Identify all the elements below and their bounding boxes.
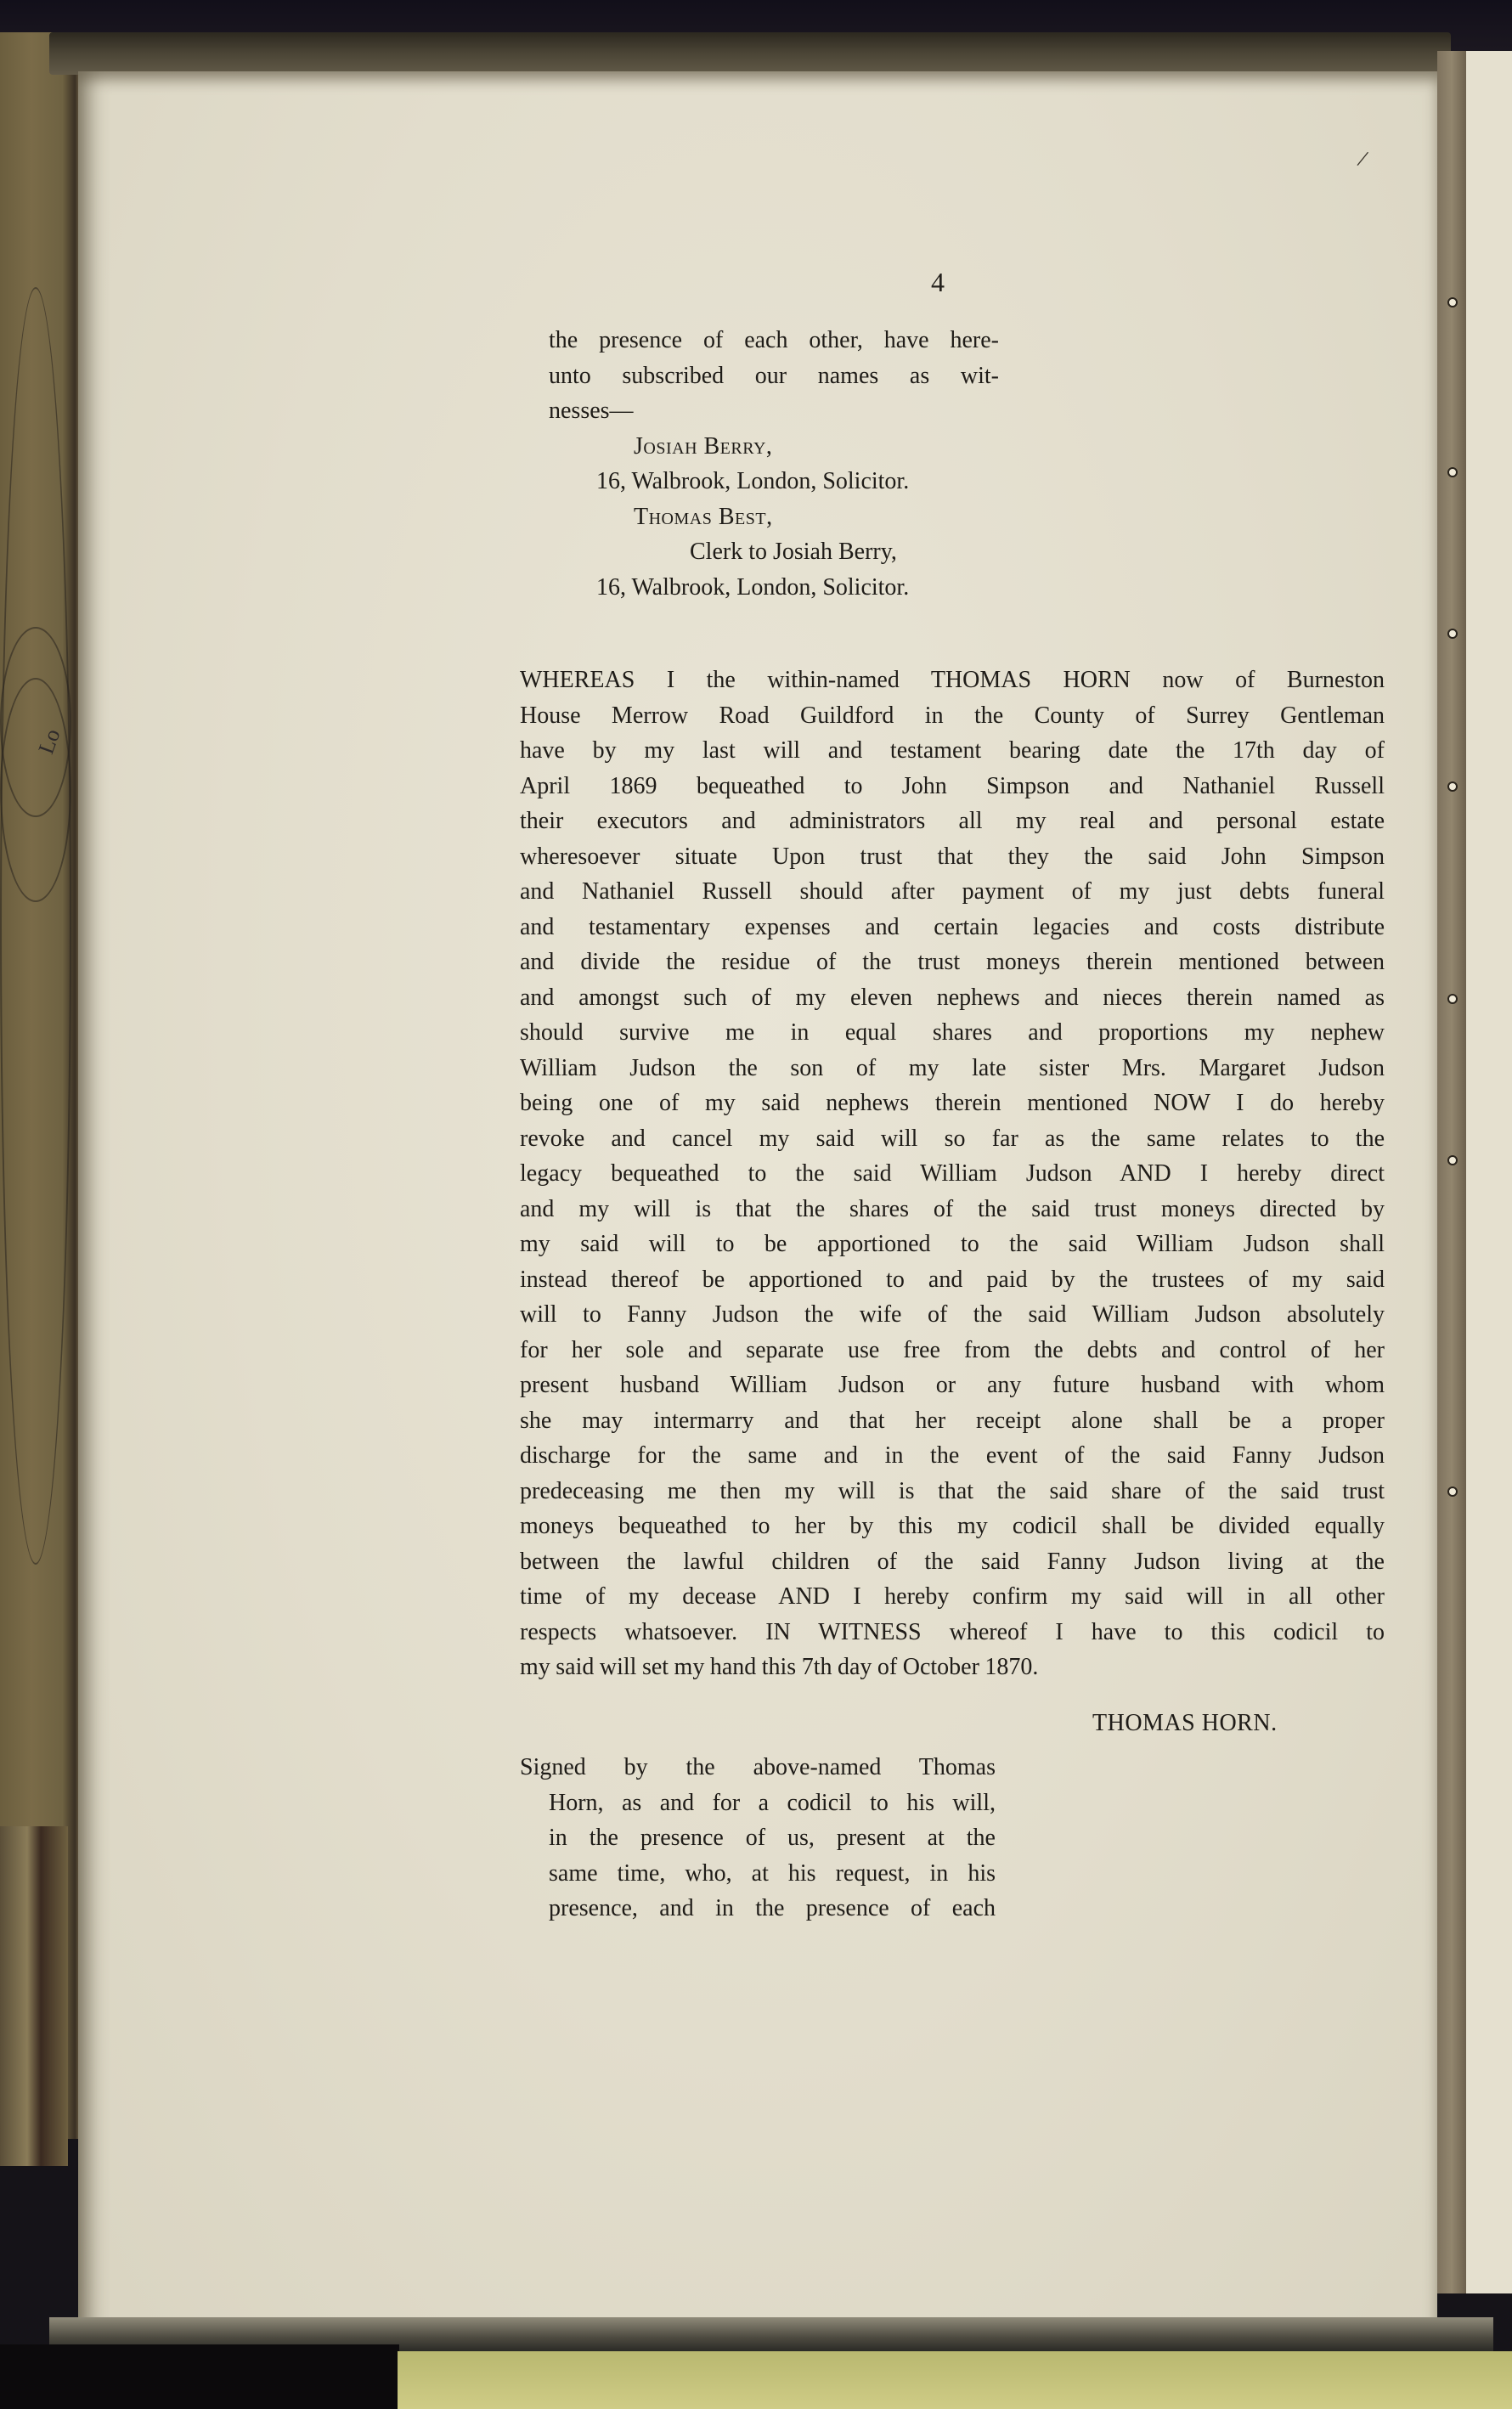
attestation-line: the presence of each other, have here- bbox=[549, 327, 999, 353]
witness-role: Clerk to Josiah Berry, bbox=[690, 539, 897, 565]
pencil-mark: / bbox=[1355, 145, 1371, 173]
attestation-line: unto subscribed our names as wit- bbox=[549, 362, 999, 389]
codicil-line: time of my decease AND I hereby confirm my said will in all other bbox=[520, 1583, 1385, 1610]
codicil-line: between the lawful children of the said Fanny Judson living at the bbox=[520, 1548, 1385, 1575]
codicil-body bbox=[520, 663, 1385, 1685]
codicil-line: my said will to be apportioned to the said William Judson shall bbox=[520, 1231, 1385, 1257]
codicil-line: present husband William Judson or any future husband with whom bbox=[520, 1372, 1385, 1398]
execution-clause bbox=[520, 1750, 996, 1927]
stitch-hole bbox=[1447, 994, 1458, 1004]
codicil-line: will to Fanny Judson the wife of the said William Judson absolutely bbox=[520, 1301, 1385, 1328]
codicil-line: and my will is that the shares of the said trust moneys directed by bbox=[520, 1195, 1385, 1222]
codicil-line: and Nathaniel Russell should after payment of my just debts funeral bbox=[520, 878, 1385, 905]
codicil-line: respects whatsoever. IN WITNESS whereof I have to this codicil to bbox=[520, 1618, 1385, 1645]
stitch-hole bbox=[1447, 1487, 1458, 1497]
attestation-continuation bbox=[549, 323, 999, 429]
execution-line: Signed by the above-named Thomas bbox=[520, 1754, 996, 1780]
codicil-line: instead thereof be apportioned to and paid by the trustees of my said bbox=[520, 1266, 1385, 1293]
execution-line: presence, and in the presence of each bbox=[549, 1895, 996, 1921]
execution-line: Horn, as and for a codicil to his will, bbox=[549, 1789, 996, 1816]
adjacent-page-edge bbox=[1466, 51, 1512, 2293]
stitch-hole bbox=[1447, 629, 1458, 639]
torn-backing-edge bbox=[0, 1826, 68, 2166]
codicil-line: should survive me in equal shares and proportions my nephew bbox=[520, 1019, 1385, 1046]
witness-address: 16, Walbrook, London, Solicitor. bbox=[596, 468, 910, 494]
attestation-line: nesses— bbox=[549, 398, 634, 424]
witness-address: 16, Walbrook, London, Solicitor. bbox=[596, 574, 910, 601]
witness-name: Thomas Best, bbox=[634, 504, 773, 530]
codicil-line: predeceasing me then my will is that the said share of the said trust bbox=[520, 1477, 1385, 1504]
execution-line: in the presence of us, present at the bbox=[549, 1825, 996, 1851]
page-number: 4 bbox=[931, 267, 945, 297]
codicil-line: wheresoever situate Upon trust that they the said John Simpson bbox=[520, 843, 1385, 870]
color-reference-strip bbox=[398, 2351, 1512, 2409]
codicil-line: and testamentary expenses and certain legacies and costs distribute bbox=[520, 913, 1385, 940]
codicil-line: and divide the residue of the trust moneys therein mentioned between bbox=[520, 949, 1385, 975]
map-contour-line bbox=[0, 287, 71, 1565]
codicil-line: for her sole and separate use free from the debts and control of her bbox=[520, 1336, 1385, 1363]
codicil-line: April 1869 bequeathed to John Simpson and Nathaniel Russell bbox=[520, 772, 1385, 799]
codicil-line: and amongst such of my eleven nephews and nieces therein named as bbox=[520, 984, 1385, 1011]
codicil-line: revoke and cancel my said will so far as the same relates to the bbox=[520, 1125, 1385, 1152]
codicil-line: being one of my said nephews therein mentioned NOW I do hereby bbox=[520, 1090, 1385, 1116]
codicil-line: House Merrow Road Guildford in the County of Surrey Gentleman bbox=[520, 702, 1385, 729]
stitch-hole bbox=[1447, 297, 1458, 307]
testator-signature: THOMAS HORN. bbox=[1092, 1710, 1278, 1736]
stitch-hole bbox=[1447, 467, 1458, 477]
codicil-line: have by my last will and testament bearing date the 17th day of bbox=[520, 737, 1385, 764]
codicil-line: she may intermarry and that her receipt alone shall be a proper bbox=[520, 1407, 1385, 1434]
codicil-line: moneys bequeathed to her by this my codicil shall be divided equally bbox=[520, 1513, 1385, 1539]
page-top-edge bbox=[49, 32, 1451, 75]
backing-map-sheets bbox=[0, 32, 78, 2139]
codicil-line: William Judson the son of my late sister Mrs. Margaret Judson bbox=[520, 1054, 1385, 1081]
execution-line: same time, who, at his request, in his bbox=[549, 1859, 996, 1887]
codicil-line: my said will set my hand this 7th day of October 1870. bbox=[520, 1654, 1039, 1680]
map-label: Lo bbox=[33, 725, 65, 758]
codicil-line: discharge for the same and in the event of the said Fanny Judson bbox=[520, 1442, 1385, 1469]
codicil-line: WHEREAS I the within-named THOMAS HORN now of Burneston bbox=[520, 667, 1385, 693]
codicil-line: their executors and administrators all my real and personal estate bbox=[520, 808, 1385, 834]
binding-gutter bbox=[1437, 51, 1466, 2293]
stitch-hole bbox=[1447, 781, 1458, 792]
scan-background bbox=[0, 2344, 399, 2409]
stitch-hole bbox=[1447, 1155, 1458, 1165]
codicil-line: legacy bequeathed to the said William Judson AND I hereby direct bbox=[520, 1160, 1385, 1187]
witness-name: Josiah Berry, bbox=[634, 433, 773, 460]
